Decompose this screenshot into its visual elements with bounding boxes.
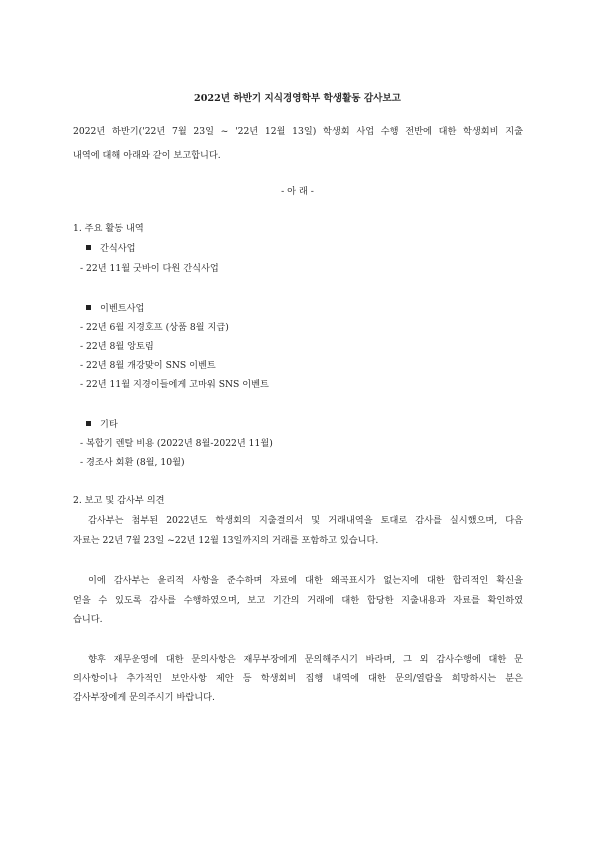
group-label: 이벤트사업 — [100, 303, 145, 314]
intro-line-1: 2022년 하반기('22년 7월 23일 ~ '22년 12월 13일) 학생회 사업 수행 전반에 대한 학생회비 지출 — [73, 126, 523, 137]
list-item: - 22년 8월 개강맞이 SNS 이벤트 — [80, 360, 216, 371]
paragraph-3-line-1: 향후 재무운영에 대한 문의사항은 재무부장에게 문의해주시기 바라며, 그 외 감사수행에 대한 문 — [88, 654, 523, 665]
paragraph-2-line-3: 습니다. — [73, 614, 103, 625]
section-2-heading: 2. 보고 및 감사부 의견 — [73, 495, 165, 506]
list-item: - 22년 8월 앙토림 — [80, 341, 154, 352]
list-item: - 복합기 렌탈 비용 (2022년 8월-2022년 11월) — [80, 438, 273, 449]
list-item: - 22년 6월 지경호프 (상품 8월 지급) — [80, 322, 229, 333]
paragraph-3-line-2: 의사항이나 추가적인 보안사항 제안 등 학생회비 집행 내역에 대한 문의/열람을 희망하시는 분은 — [73, 673, 523, 684]
bullet-icon — [86, 245, 91, 250]
list-item: - 경조사 회환 (8월, 10월) — [80, 457, 185, 468]
group-label: 간식사업 — [100, 243, 136, 254]
list-item: - 22년 11월 굿바이 다원 간식사업 — [80, 263, 219, 274]
section-1-heading: 1. 주요 활동 내역 — [73, 223, 144, 234]
notice-heading: - 아 래 - — [281, 186, 314, 197]
paragraph-1-line-1: 감사부는 첨부된 2022년도 학생회의 지출결의서 및 거래내역을 토대로 감사를 실시했으며, 다음 — [88, 515, 523, 526]
group-snack — [86, 243, 136, 255]
bullet-icon — [86, 421, 91, 426]
paragraph-1-line-2: 자료는 22년 7월 23일 ~22년 12월 13일까지의 거래를 포함하고 있습니다. — [73, 535, 379, 546]
group-etc — [86, 419, 118, 431]
paragraph-3-line-3: 감사부장에게 문의주시기 바랍니다. — [73, 692, 215, 703]
paragraph-2-line-1: 이에 감사부는 윤리적 사항을 준수하며 자료에 대한 왜곡표시가 없는지에 대한 합리적인 확신을 — [88, 575, 523, 586]
intro-line-2: 내역에 대해 아래와 같이 보고합니다. — [73, 150, 221, 161]
document-title: 2022년 하반기 지식경영학부 학생활동 감사보고 — [194, 93, 401, 104]
paragraph-2-line-2: 얻을 수 있도록 감사를 수행하였으며, 보고 기간의 거래에 대한 합당한 지출내용과 자료를 확인하였 — [73, 595, 523, 606]
group-label: 기타 — [100, 419, 118, 430]
list-item: - 22년 11월 지경이들에게 고마워 SNS 이벤트 — [80, 379, 269, 390]
bullet-icon — [86, 305, 91, 310]
group-event — [86, 303, 144, 315]
